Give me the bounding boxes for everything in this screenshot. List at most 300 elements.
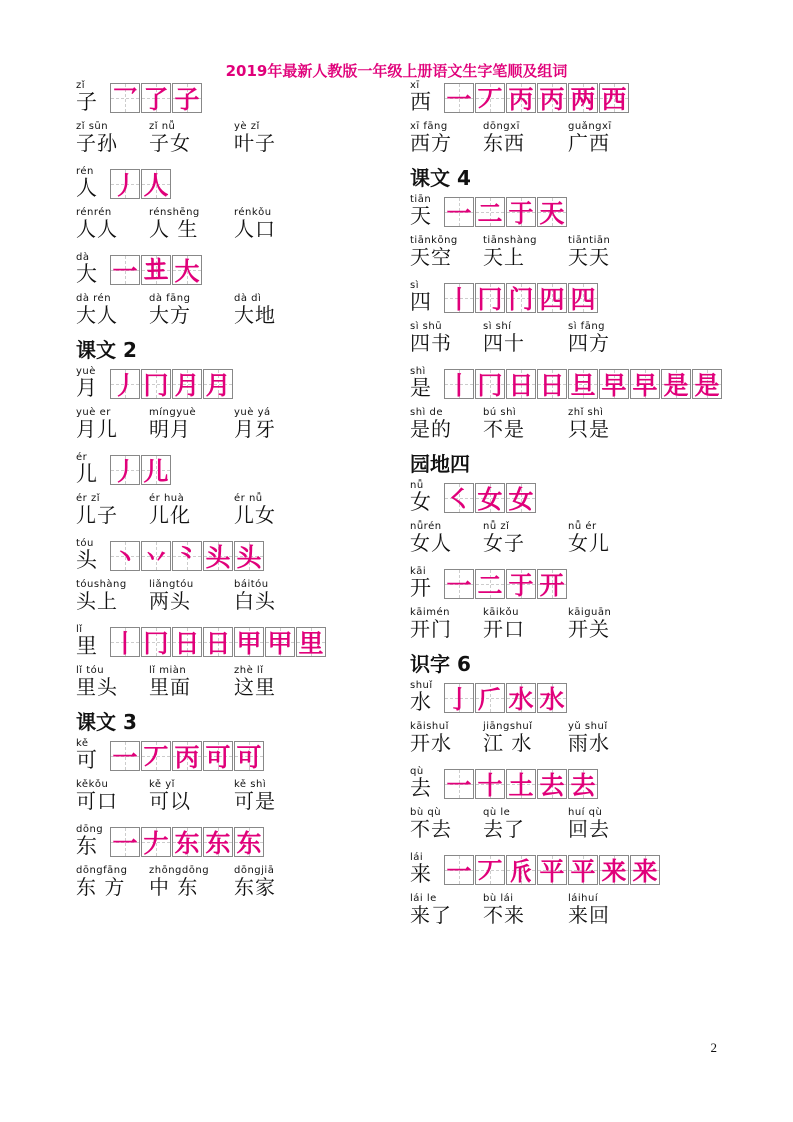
stroke-box: [568, 283, 598, 313]
stroke-glyph: 乛: [112, 85, 138, 114]
word-group: [76, 579, 416, 612]
char-head: [76, 252, 110, 285]
word: [410, 121, 483, 154]
stroke-box: [475, 483, 505, 513]
word-group: [76, 293, 416, 326]
stroke-glyph: 甲: [267, 629, 293, 658]
word: [410, 521, 483, 554]
word-group: [76, 779, 416, 812]
stroke-box: [172, 255, 202, 285]
char-pinyin: lái: [410, 852, 424, 863]
word: [568, 893, 641, 926]
stroke-glyph: 亅: [446, 685, 472, 714]
char-head: [410, 80, 444, 113]
char-row: [76, 624, 416, 657]
char-entry: [76, 166, 416, 240]
left-column: [76, 80, 416, 910]
word-text: 不来: [483, 903, 525, 927]
word-pinyin: sì shū: [410, 321, 443, 332]
word-text: 开水: [410, 731, 452, 755]
stroke-glyph: 了: [143, 85, 169, 114]
stroke-box: [568, 769, 598, 799]
stroke-glyph: 是: [694, 371, 720, 400]
word-text: 女子: [483, 531, 525, 555]
stroke-box: [234, 741, 264, 771]
word: [568, 321, 641, 354]
char-head: [76, 366, 110, 399]
word: [76, 779, 149, 812]
stroke-box: [172, 83, 202, 113]
word-pinyin: sì shí: [483, 321, 512, 332]
stroke-glyph: 是: [663, 371, 689, 400]
stroke-glyph: 一: [112, 257, 138, 286]
word: [149, 865, 234, 898]
char-pinyin: dà: [76, 252, 90, 263]
stroke-glyph: 人: [143, 171, 169, 200]
word-text: 明月: [149, 417, 191, 441]
char-row: [76, 824, 416, 857]
word-pinyin: yè zǐ: [234, 121, 260, 132]
stroke-glyph: 𠂢: [508, 857, 534, 886]
stroke-order: [444, 569, 568, 599]
word-pinyin: lǐ tóu: [76, 665, 105, 676]
word-text: 可是: [234, 789, 276, 813]
stroke-glyph: 二: [477, 571, 503, 600]
stroke-box: [203, 541, 233, 571]
char-row: [410, 80, 750, 113]
stroke-order: [110, 169, 172, 199]
char-entry: [410, 366, 750, 440]
word: [149, 779, 234, 812]
word: [234, 121, 307, 154]
stroke-glyph: 丆: [143, 743, 169, 772]
word-pinyin: kě yǐ: [149, 779, 175, 790]
word: [149, 493, 234, 526]
char-entry: [76, 538, 416, 612]
word: [149, 407, 234, 440]
char-row: [76, 738, 416, 771]
stroke-box: [661, 369, 691, 399]
stroke-box: [475, 683, 505, 713]
stroke-order: [444, 283, 599, 313]
char-row: [410, 194, 750, 227]
char-row: [76, 452, 416, 485]
word-pinyin: rénrén: [76, 207, 112, 218]
stroke-box: [506, 483, 536, 513]
stroke-box: [537, 369, 567, 399]
word-pinyin: kěkǒu: [76, 779, 109, 790]
word-text: 东西: [483, 131, 525, 155]
word: [234, 579, 307, 612]
word: [483, 721, 568, 754]
word: [234, 493, 307, 526]
stroke-glyph: 水: [508, 685, 534, 714]
word: [234, 779, 307, 812]
word-text: 儿女: [234, 503, 276, 527]
word-pinyin: jiāngshuǐ: [483, 721, 533, 732]
word-pinyin: láihuí: [568, 893, 599, 904]
word-text: 两头: [149, 589, 191, 613]
word-pinyin: rénshēng: [149, 207, 200, 218]
word-pinyin: dōngfāng: [76, 865, 128, 876]
word-group: [410, 235, 750, 268]
word-text: 东家: [234, 875, 276, 899]
stroke-order: [444, 197, 568, 227]
stroke-glyph: 一: [446, 771, 472, 800]
stroke-box: [172, 827, 202, 857]
stroke-box: [630, 855, 660, 885]
stroke-glyph: 头: [205, 543, 231, 572]
stroke-box: [110, 369, 140, 399]
word-pinyin: tiāntiān: [568, 235, 611, 246]
stroke-box: [506, 197, 536, 227]
char-head: [410, 852, 444, 885]
stroke-box: [172, 741, 202, 771]
char-head: [76, 738, 110, 771]
section-heading: 识字 6: [410, 652, 471, 676]
word-pinyin: kāishuǐ: [410, 721, 449, 732]
stroke-order: [110, 827, 265, 857]
word-text: 人人: [76, 217, 118, 241]
page-title: 2019年最新人教版一年级上册语文生字笔顺及组词: [225, 62, 568, 80]
word: [234, 865, 307, 898]
stroke-glyph: 冂: [143, 371, 169, 400]
word-pinyin: shì de: [410, 407, 444, 418]
stroke-box: [444, 197, 474, 227]
word-text: 雨水: [568, 731, 610, 755]
char-pinyin: kě: [76, 738, 89, 749]
word-pinyin: zǐ sūn: [76, 121, 109, 132]
word-text: 不去: [410, 817, 452, 841]
word-pinyin: huí qù: [568, 807, 603, 818]
word: [149, 121, 234, 154]
word-text: 女人: [410, 531, 452, 555]
word: [568, 407, 641, 440]
stroke-box: [444, 483, 474, 513]
char-head: [410, 766, 444, 799]
char: 水: [410, 690, 431, 714]
stroke-box: [506, 369, 536, 399]
stroke-box: [568, 855, 598, 885]
stroke-glyph: 于: [508, 199, 534, 228]
char: 四: [410, 290, 431, 314]
word: [568, 235, 641, 268]
char-pinyin: rén: [76, 166, 94, 177]
stroke-box: [203, 827, 233, 857]
char-entry: [410, 766, 750, 840]
stroke-order: [110, 741, 265, 771]
stroke-box: [506, 283, 536, 313]
word: [483, 407, 568, 440]
stroke-glyph: 丿: [112, 371, 138, 400]
stroke-box: [141, 369, 171, 399]
word-pinyin: dà rén: [76, 293, 112, 304]
char: 子: [76, 90, 97, 114]
stroke-order: [110, 541, 265, 571]
word: [410, 807, 483, 840]
word: [568, 121, 641, 154]
stroke-box: [537, 83, 567, 113]
word-text: 是的: [410, 417, 452, 441]
word-text: 里面: [149, 675, 191, 699]
stroke-glyph: 丷: [143, 543, 169, 572]
stroke-box: [110, 627, 140, 657]
word-text: 子孙: [76, 131, 118, 155]
word-group: [410, 893, 750, 926]
word-group: [76, 121, 416, 154]
stroke-glyph: 日: [539, 371, 565, 400]
stroke-box: [110, 541, 140, 571]
char-row: [410, 680, 750, 713]
stroke-glyph: 西: [601, 85, 627, 114]
word-text: 儿化: [149, 503, 191, 527]
stroke-box: [537, 283, 567, 313]
word: [149, 293, 234, 326]
stroke-glyph: 水: [539, 685, 565, 714]
stroke-glyph: 一: [446, 857, 472, 886]
stroke-glyph: 十: [477, 771, 503, 800]
stroke-box: [506, 855, 536, 885]
word-text: 白头: [234, 589, 276, 613]
word-pinyin: dà fāng: [149, 293, 191, 304]
stroke-glyph: 土: [508, 771, 534, 800]
word-text: 天天: [568, 245, 610, 269]
stroke-box: [537, 855, 567, 885]
word-text: 月儿: [76, 417, 118, 441]
stroke-glyph: 丙: [508, 85, 534, 114]
stroke-box: [234, 627, 264, 657]
word: [483, 235, 568, 268]
word-pinyin: ér huà: [149, 493, 185, 504]
stroke-glyph: 四: [539, 285, 565, 314]
stroke-box: [110, 255, 140, 285]
char: 东: [76, 834, 97, 858]
char: 里: [76, 634, 97, 658]
page-number: 2: [710, 1040, 717, 1055]
word-pinyin: nǚ zǐ: [483, 521, 510, 532]
char-pinyin: tóu: [76, 538, 94, 549]
stroke-glyph: 东: [205, 829, 231, 858]
stroke-order: [110, 455, 172, 485]
char-entry: [76, 452, 416, 526]
word-pinyin: tiānshàng: [483, 235, 538, 246]
stroke-glyph: 早: [632, 371, 658, 400]
stroke-glyph: 可: [205, 743, 231, 772]
char: 儿: [76, 462, 97, 486]
word: [483, 607, 568, 640]
char-pinyin: ér: [76, 452, 88, 463]
word: [410, 235, 483, 268]
word-pinyin: qù le: [483, 807, 511, 818]
word: [410, 721, 483, 754]
word: [76, 407, 149, 440]
stroke-box: [475, 197, 505, 227]
stroke-box: [444, 683, 474, 713]
stroke-glyph: 冂: [477, 285, 503, 314]
stroke-box: [141, 627, 171, 657]
word: [76, 493, 149, 526]
word-pinyin: zhè lǐ: [234, 665, 264, 676]
stroke-box: [537, 683, 567, 713]
word: [483, 807, 568, 840]
word-pinyin: zhǐ shì: [568, 407, 604, 418]
word-text: 天空: [410, 245, 452, 269]
word-text: 四书: [410, 331, 452, 355]
stroke-box: [203, 369, 233, 399]
char: 西: [410, 90, 431, 114]
word: [568, 607, 641, 640]
stroke-box: [172, 541, 202, 571]
char-entry: [76, 738, 416, 812]
word-text: 来了: [410, 903, 452, 927]
char-entry: [410, 480, 750, 554]
word-text: 人口: [234, 217, 276, 241]
stroke-glyph: 天: [539, 199, 565, 228]
word-text: 中 东: [149, 875, 199, 899]
stroke-box: [599, 83, 629, 113]
stroke-order: [110, 369, 234, 399]
char-row: [410, 766, 750, 799]
stroke-glyph: 丨: [112, 629, 138, 658]
word-pinyin: ér zǐ: [76, 493, 100, 504]
word-text: 东 方: [76, 875, 126, 899]
char-pinyin: yuè: [76, 366, 96, 377]
word-group: [410, 521, 750, 554]
stroke-order: [444, 855, 661, 885]
stroke-box: [537, 569, 567, 599]
stroke-box: [141, 83, 171, 113]
stroke-box: [141, 255, 171, 285]
stroke-box: [475, 855, 505, 885]
stroke-box: [444, 769, 474, 799]
stroke-glyph: 旦: [570, 371, 596, 400]
stroke-glyph: 两: [570, 85, 596, 114]
word-text: 可以: [149, 789, 191, 813]
word-group: [76, 407, 416, 440]
word-pinyin: xī fāng: [410, 121, 448, 132]
stroke-order: [110, 627, 327, 657]
char-pinyin: shuǐ: [410, 680, 433, 691]
word-text: 开门: [410, 617, 452, 641]
stroke-glyph: 去: [539, 771, 565, 800]
char-entry: [410, 566, 750, 640]
word: [483, 321, 568, 354]
word-pinyin: tiānkōng: [410, 235, 458, 246]
stroke-box: [537, 197, 567, 227]
right-column: [410, 80, 750, 938]
stroke-box: [110, 827, 140, 857]
char-head: [410, 366, 444, 399]
stroke-glyph: 丿: [112, 171, 138, 200]
word-pinyin: sì fāng: [568, 321, 606, 332]
stroke-glyph: 甲: [236, 629, 262, 658]
stroke-order: [110, 255, 203, 285]
word-text: 这里: [234, 675, 276, 699]
word: [410, 407, 483, 440]
word-pinyin: kě shì: [234, 779, 267, 790]
char-row: [76, 80, 416, 113]
word-pinyin: zhōngdōng: [149, 865, 210, 876]
stroke-box: [568, 83, 598, 113]
word: [76, 207, 149, 240]
stroke-glyph: 月: [174, 371, 200, 400]
stroke-glyph: 二: [477, 199, 503, 228]
char-head: [76, 824, 110, 857]
stroke-glyph: 于: [508, 571, 534, 600]
word-group: [410, 321, 750, 354]
word-text: 回去: [568, 817, 610, 841]
word-text: 开口: [483, 617, 525, 641]
char-entry: [410, 80, 750, 154]
char-pinyin: tiān: [410, 194, 432, 205]
char-entry: [76, 80, 416, 154]
stroke-glyph: 平: [539, 857, 565, 886]
word: [483, 893, 568, 926]
word-text: 开关: [568, 617, 610, 641]
stroke-box: [141, 455, 171, 485]
stroke-order: [444, 769, 599, 799]
stroke-box: [444, 855, 474, 885]
stroke-box: [444, 369, 474, 399]
stroke-box: [475, 569, 505, 599]
char-head: [76, 80, 110, 113]
char-head: [76, 538, 110, 571]
char-pinyin: shì: [410, 366, 426, 377]
word-text: 四方: [568, 331, 610, 355]
stroke-glyph: ⺀: [174, 543, 200, 572]
stroke-glyph: 丨: [446, 285, 472, 314]
char: 来: [410, 862, 431, 886]
stroke-box: [537, 769, 567, 799]
word: [410, 321, 483, 354]
word-pinyin: yuè yá: [234, 407, 271, 418]
char-pinyin: dōng: [76, 824, 104, 835]
stroke-glyph: 来: [632, 857, 658, 886]
word-text: 女儿: [568, 531, 610, 555]
char: 女: [410, 490, 431, 514]
stroke-glyph: 开: [539, 571, 565, 600]
stroke-box: [599, 855, 629, 885]
stroke-glyph: 一: [446, 199, 472, 228]
stroke-glyph: 丙: [174, 743, 200, 772]
char: 天: [410, 204, 431, 228]
char-row: [76, 538, 416, 571]
stroke-glyph: 日: [174, 629, 200, 658]
char-pinyin: zǐ: [76, 80, 86, 91]
char-entry: [410, 194, 750, 268]
char-head: [76, 624, 110, 657]
stroke-box: [506, 683, 536, 713]
stroke-box: [475, 283, 505, 313]
stroke-glyph: 丙: [539, 85, 565, 114]
stroke-glyph: 早: [601, 371, 627, 400]
word: [234, 293, 307, 326]
stroke-box: [141, 541, 171, 571]
char-row: [410, 852, 750, 885]
char-row: [410, 280, 750, 313]
stroke-glyph: 𠂇: [143, 829, 169, 858]
char-pinyin: lǐ: [76, 624, 83, 635]
char-entry: [410, 280, 750, 354]
word-group: [76, 865, 416, 898]
stroke-box: [110, 83, 140, 113]
word: [76, 293, 149, 326]
stroke-box: [141, 827, 171, 857]
char-entry: [76, 366, 416, 440]
stroke-glyph: 丆: [477, 857, 503, 886]
word: [483, 121, 568, 154]
word: [568, 807, 641, 840]
